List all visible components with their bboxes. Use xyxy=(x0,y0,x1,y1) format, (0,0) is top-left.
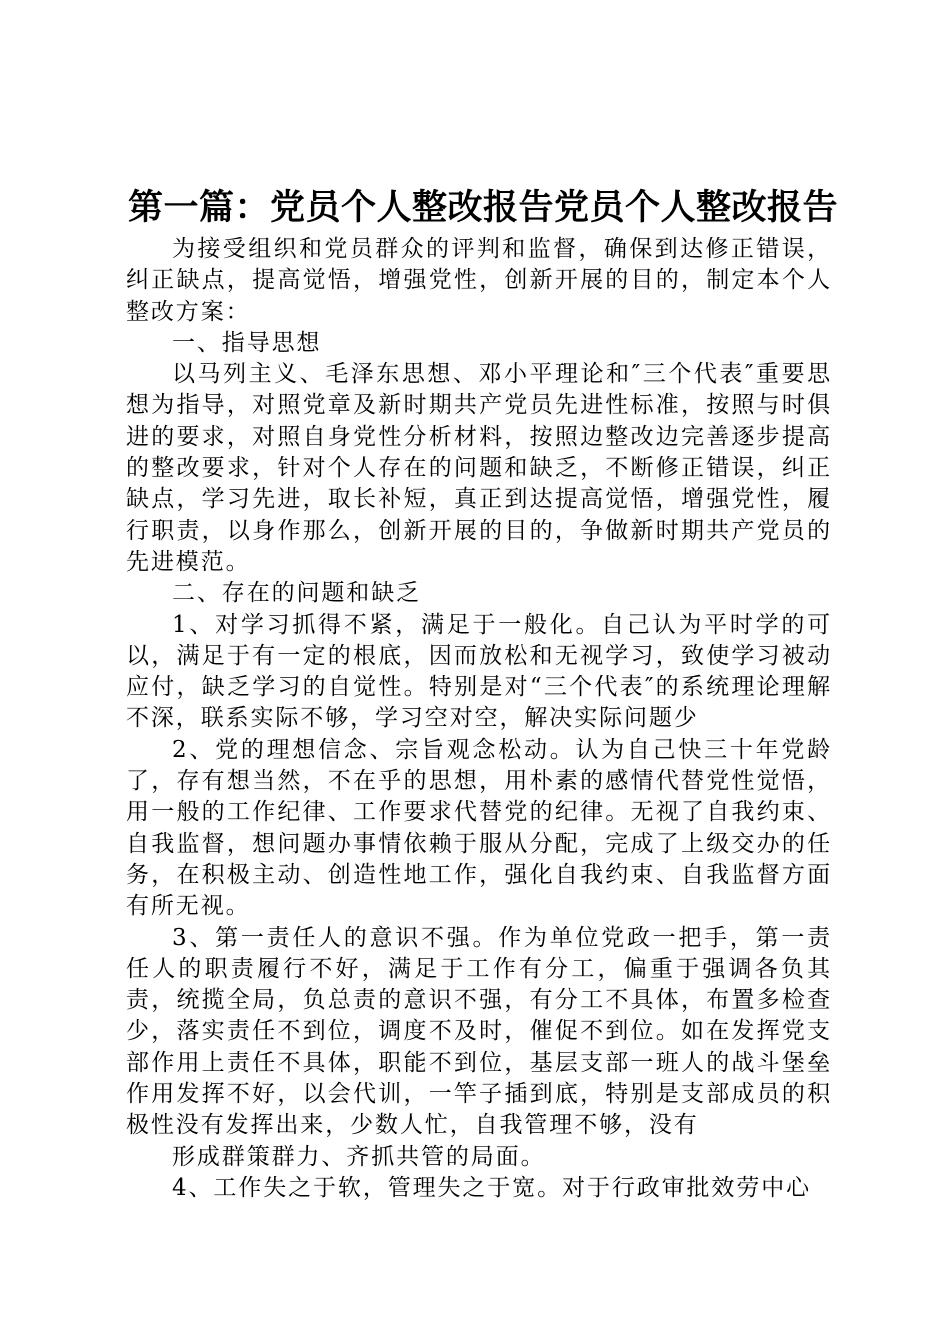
paragraph-intro: 为接受组织和党员群众的评判和监督，确保到达修正错误，纠正缺点，提高觉悟，增强党性，创新开展的目的，制定本个人整改方案： xyxy=(126,236,832,325)
paragraph-problem-3-continued: 形成群策群力、齐抓共管的局面。 xyxy=(172,1143,546,1170)
section-heading-guiding-ideology: 一、指导思想 xyxy=(172,329,322,356)
section-heading-problems: 二、存在的问题和缺乏 xyxy=(172,580,421,607)
paragraph-problem-3: 3、第一责任人的意识不强。作为单位党政一把手，第一责任人的职责履行不好，满足于工作有分工，偏重于强调各负其责，统揽全局，负总责的意识不强，有分工不具体，布置多检查少，落实责任不到位，调度不及时，催促不到位。如在发挥党支部作用上责任不具体，职能不到位，基层支部一班人的战斗堡垒作用发挥不好，以会代训，一竿子插到底，特别是支部成员的积极性没有发挥出来，少数人忙，自我管理不够，没有 xyxy=(126,924,832,1139)
document-title: 第一篇：党员个人整改报告党员个人整改报告 xyxy=(128,188,839,228)
document-body xyxy=(126,234,832,1204)
paragraph-problem-1: 1、对学习抓得不紧，满足于一般化。自己认为平时学的可以，满足于有一定的根底，因而放松和无视学习，致使学习被动应付，缺乏学习的自觉性。特别是对“三个代表″的系统理论理解不深，联系实际不够，学习空对空，解决实际问题少 xyxy=(126,611,832,732)
paragraph-problem-4: 4、工作失之于软，管理失之于宽。对于行政审批效劳中心 xyxy=(172,1174,812,1201)
paragraph-guiding-ideology: 以马列主义、毛泽东思想、邓小平理论和″三个代表″重要思想为指导，对照党章及新时期共产党员先进性标准，按照与时俱进的要求，对照自身党性分析材料，按照边整改边完善逐步提高的整改要求，针对个人存在的问题和缺乏，不断修正错误，纠正缺点，学习先进，取长补短，真正到达提高觉悟，增强党性，履行职责，以身作那么，创新开展的目的，争做新时期共产党员的先进模范。 xyxy=(126,361,832,575)
paragraph-problem-2: 2、党的理想信念、宗旨观念松动。认为自己快三十年党龄了，存有想当然，不在乎的思想，用朴素的感情代替党性觉悟，用一般的工作纪律、工作要求代替党的纪律。无视了自我约束、自我监督，想问题办事情依赖于服从分配，完成了上级交办的任务，在积极主动、创造性地工作，强化自我约束、自我监督方面有所无视。 xyxy=(126,736,832,920)
